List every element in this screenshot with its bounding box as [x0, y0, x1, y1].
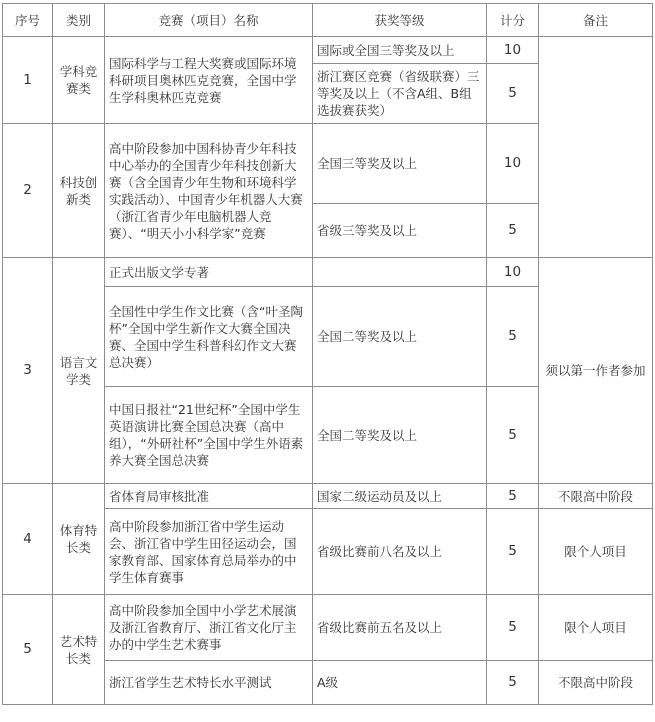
award-cell: 国家二级运动员及以上: [313, 484, 487, 509]
header-row: [3, 4, 653, 37]
header-remarks: 备注: [539, 4, 653, 37]
remarks-cell: 限个人项目: [539, 595, 653, 661]
category-cell: 体育特长类: [53, 484, 105, 595]
points-cell: 5: [487, 484, 539, 509]
award-cell: 浙江赛区竞赛（省级联赛）三等奖及以上（不含A组、B组选拔赛获奖）: [313, 64, 487, 124]
award-cell: 全国二等奖及以上: [313, 287, 487, 387]
points-cell: 5: [487, 204, 539, 258]
category-cell: 科技创新类: [53, 124, 105, 258]
points-cell: 10: [487, 124, 539, 204]
header-category: 类别: [53, 4, 105, 37]
award-cell: 全国二等奖及以上: [313, 387, 487, 484]
table-row: [3, 37, 653, 64]
table-row: [3, 595, 653, 661]
award-cell: 全国三等奖及以上: [313, 124, 487, 204]
award-cell: [313, 258, 487, 287]
points-cell: 10: [487, 258, 539, 287]
competition-cell: 正式出版文学专著: [105, 258, 313, 287]
award-cell: 省级比赛前八名及以上: [313, 509, 487, 595]
table-row: [3, 484, 653, 509]
header-points: 计分: [487, 4, 539, 37]
seq-cell: 4: [3, 484, 53, 595]
competition-cell: 浙江省学生艺术特长水平测试: [105, 661, 313, 705]
header-competition: 竞赛（项目）名称: [105, 4, 313, 37]
competition-cell: 高中阶段参加中国科协青少年科技中心举办的全国青少年科技创新大赛（含全国青少年生物和环境科学实践活动）、中国青少年机器人大赛（浙江省青少年电脑机器人竞赛）、“明天小小科学家”竞赛: [105, 124, 313, 258]
category-cell: 学科竞赛类: [53, 37, 105, 124]
competition-cell: 省体育局审核批准: [105, 484, 313, 509]
remarks-cell: 不限高中阶段: [539, 484, 653, 509]
points-cell: 5: [487, 64, 539, 124]
category-cell: 艺术特长类: [53, 595, 105, 705]
points-cell: 5: [487, 595, 539, 661]
competition-cell: 全国性中学生作文比赛（含“叶圣陶杯”全国中学生新作文大赛全国决赛、全国中学生科普科幻作文大赛总决赛）: [105, 287, 313, 387]
competition-cell: 中国日报社“21世纪杯”全国中学生英语演讲比赛全国总决赛（高中组），“外研社杯”全国中学生外语素养大赛全国总决赛: [105, 387, 313, 484]
award-points-table: [2, 3, 653, 705]
remarks-cell: 不限高中阶段: [539, 661, 653, 705]
seq-cell: 3: [3, 258, 53, 484]
points-cell: 5: [487, 287, 539, 387]
header-award: 获奖等级: [313, 4, 487, 37]
seq-cell: 1: [3, 37, 53, 124]
category-cell: 语言文学类: [53, 258, 105, 484]
seq-cell: 2: [3, 124, 53, 258]
remarks-cell: [539, 37, 653, 258]
award-cell: 国际或全国三等奖及以上: [313, 37, 487, 64]
competition-cell: 国际科学与工程大奖赛或国际环境科研项目奥林匹克竞赛，全国中学生学科奥林匹克竞赛: [105, 37, 313, 124]
table-row: [3, 258, 653, 287]
award-cell: 省级三等奖及以上: [313, 204, 487, 258]
remarks-cell: 须以第一作者参加: [539, 258, 653, 484]
points-cell: 5: [487, 661, 539, 705]
remarks-cell: 限个人项目: [539, 509, 653, 595]
points-cell: 5: [487, 509, 539, 595]
points-cell: 5: [487, 387, 539, 484]
competition-cell: 高中阶段参加全国中小学艺术展演及浙江省教育厅、浙江省文化厅主办的中学生艺术赛事: [105, 595, 313, 661]
award-cell: 省级比赛前五名及以上: [313, 595, 487, 661]
points-cell: 10: [487, 37, 539, 64]
header-seq: 序号: [3, 4, 53, 37]
seq-cell: 5: [3, 595, 53, 705]
award-cell: A级: [313, 661, 487, 705]
competition-cell: 高中阶段参加浙江省中学生运动会、浙江省中学生田径运动会，国家教育部、国家体育总局举办的中学生体育赛事: [105, 509, 313, 595]
